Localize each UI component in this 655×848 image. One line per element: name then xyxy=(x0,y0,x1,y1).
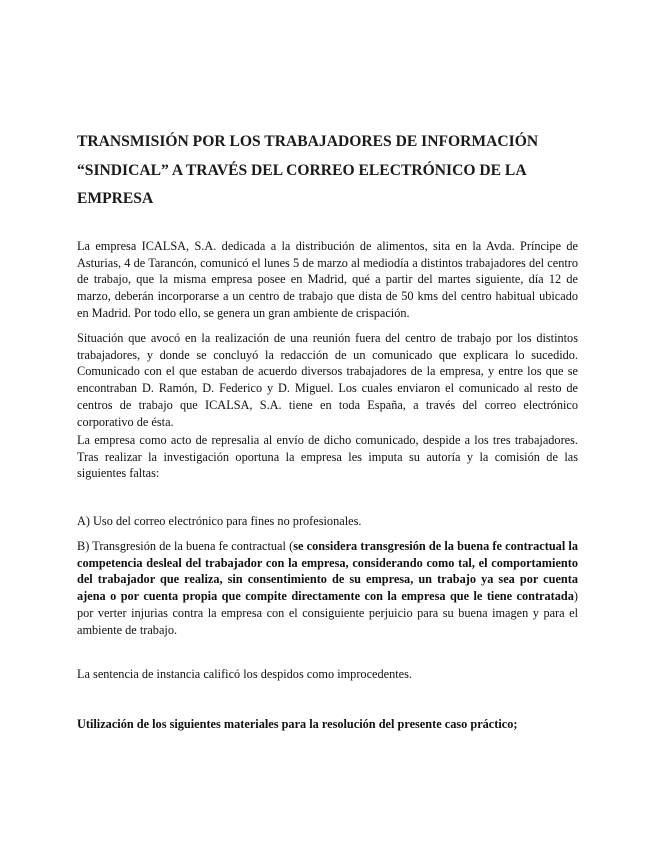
fault-b-definition: se considera transgresión de la buena fe contractual la competencia desleal del trabajador con la empresa, considerando como tal, el comportamiento del trabajador que realiza, sin consentimiento de su empresa, un trabajo ya sea por cuenta ajena o por cuenta propia que compite directamente con la empresa que le tiene contratada xyxy=(77,539,578,604)
fault-b-prefix: B) Transgresión de la buena fe contractual ( xyxy=(77,539,294,553)
materials-heading: Utilización de los siguientes materiales para la resolución del presente caso práctico; xyxy=(77,717,518,731)
fault-b-suffix: ) por verter injurias contra la empresa con el consiguiente perjuicio para su buena imagen y para el ambiente de trabajo. xyxy=(77,589,578,637)
fault-b xyxy=(77,538,578,638)
paragraph-sentence: La sentencia de instancia calificó los despidos como improcedentes. xyxy=(77,667,412,681)
fault-a: A) Uso del correo electrónico para fines no profesionales. xyxy=(77,514,362,528)
paragraph-company-transfer: La empresa ICALSA, S.A. dedicada a la distribución de alimentos, sita en la Avda. Príncipe de Asturias, 4 de Tarancón, comunicó el lunes 5 de marzo al mediodía a distintos trabajadores del centro de trabajo, que la misma empresa posee en Madrid, qué a partir del martes siguiente, día 12 de marzo, deberán incorporarse a un centro de trabajo que dista de 50 kms del centro habitual ubicado en Madrid. Por todo ello, se genera un gran ambiente de crispación. xyxy=(77,239,578,320)
paragraph-dismissal: La empresa como acto de represalia al envío de dicho comunicado, despide a los tres trabajadores. Tras realizar la investigación oportuna la empresa les imputa su autoría y la comisión de las siguientes faltas: xyxy=(77,433,578,481)
paragraph-meeting-communique: Situación que avocó en la realización de una reunión fuera del centro de trabajo por los distintos trabajadores, y donde se concluyó la redacción de un comunicado que explicara lo sucedido. Comunicado con el que estaban de acuerdo diversos trabajadores de la empresa, y entre los que se encontraban D. Ramón, D. Federico y D. Miguel. Los cuales enviaron el comunicado al resto de centros de trabajo que ICALSA, S.A. tiene en toda España, a través del correo electrónico corporativo de ésta. xyxy=(77,331,578,429)
document-title: TRANSMISIÓN POR LOS TRABAJADORES DE INFORMACIÓN “SINDICAL” A TRAVÉS DEL CORREO ELECTRÓNICO DE LA EMPRESA xyxy=(77,133,539,207)
